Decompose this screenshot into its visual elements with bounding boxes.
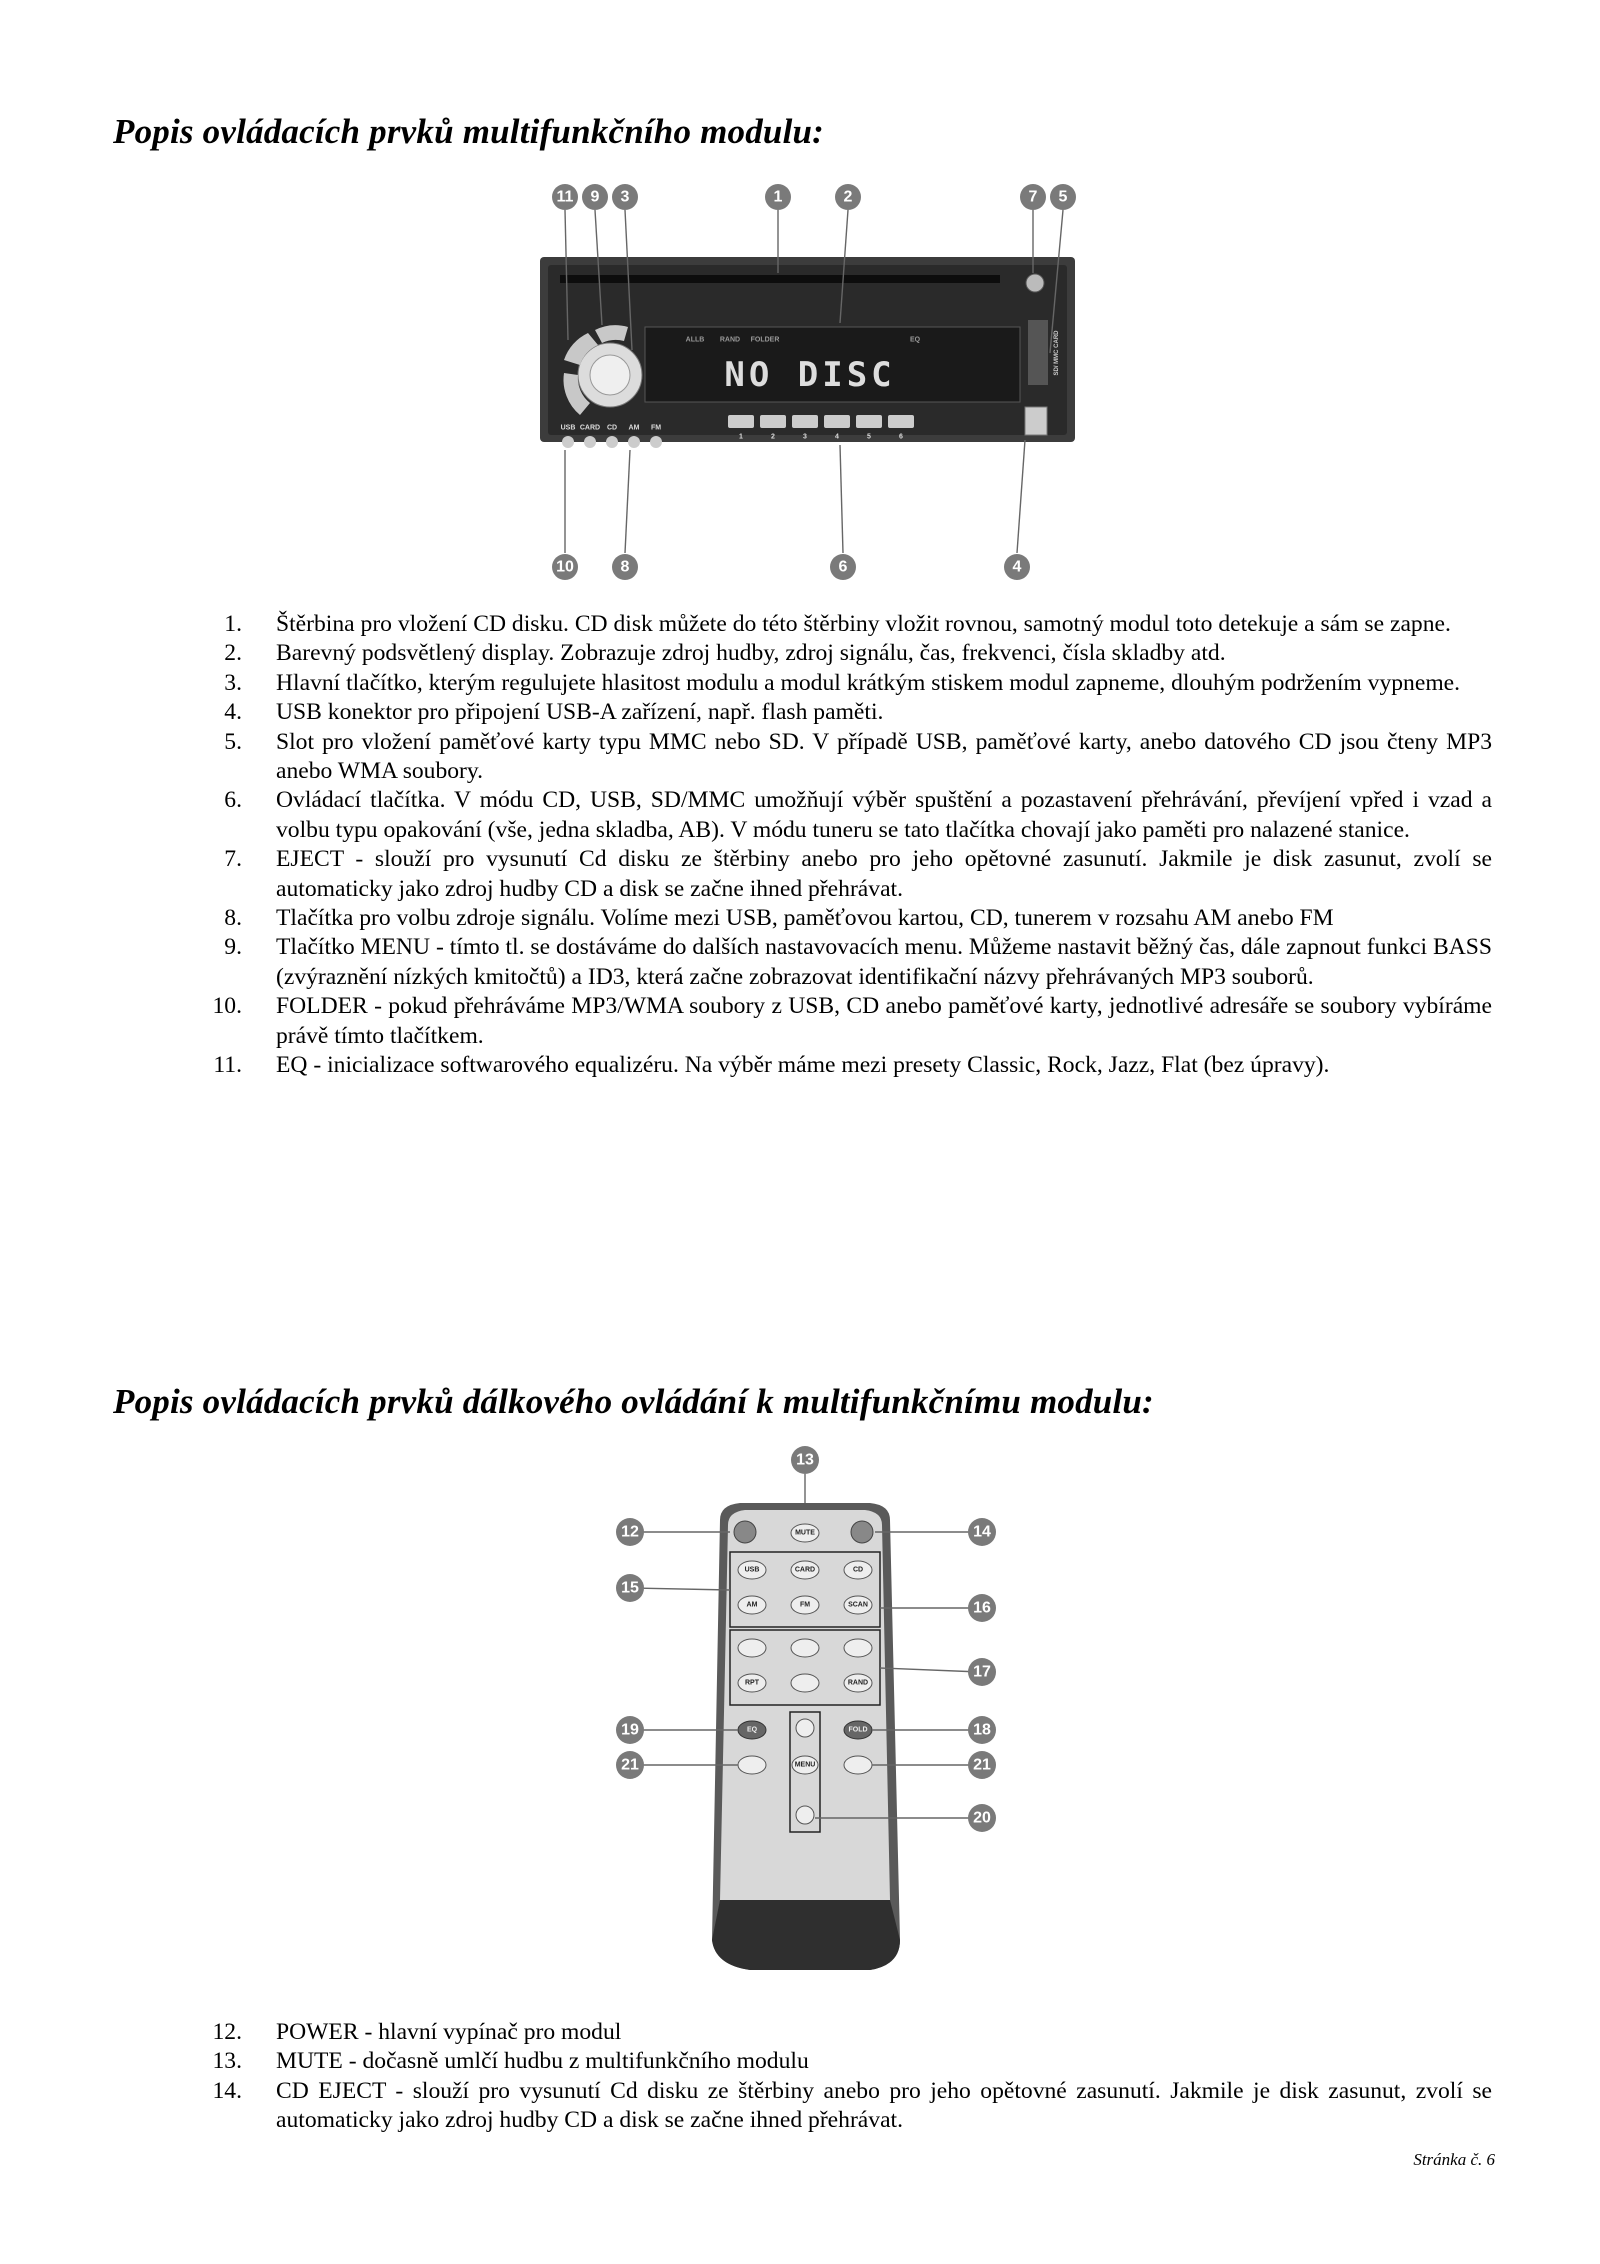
svg-text:8: 8 bbox=[620, 558, 630, 576]
svg-text:CD: CD bbox=[852, 1566, 864, 1574]
list-item: 13. MUTE - dočasně umlčí hudbu z multifunkčního modulu bbox=[212, 2048, 809, 2075]
remote-controls-list bbox=[210, 2018, 1492, 2136]
svg-text:SD/ MMC CARD: SD/ MMC CARD bbox=[1054, 330, 1060, 376]
svg-text:CARD: CARD bbox=[579, 424, 601, 432]
callout-10 bbox=[552, 554, 578, 580]
power-button[interactable] bbox=[734, 1521, 756, 1543]
svg-text:AM: AM bbox=[746, 1601, 758, 1609]
eject-button[interactable] bbox=[1026, 274, 1044, 292]
callout-7 bbox=[1020, 184, 1046, 210]
svg-text:EQ: EQ bbox=[909, 336, 921, 344]
control-button[interactable] bbox=[824, 415, 850, 428]
list-item: 3. Hlavní tlačítko, kterým regulujete hlasitost modulu a modul krátkým stiskem modul zapneme, dlouhým podržením vypneme. bbox=[224, 669, 1461, 696]
svg-text:20: 20 bbox=[973, 1809, 991, 1827]
svg-text:MENU: MENU bbox=[794, 1761, 816, 1769]
svg-text:1: 1 bbox=[739, 433, 743, 441]
cd-slot bbox=[560, 275, 1000, 283]
callout-15 bbox=[616, 1574, 644, 1602]
callout-9 bbox=[582, 184, 608, 210]
callout-1 bbox=[765, 184, 791, 210]
svg-text:2: 2 bbox=[771, 433, 775, 441]
callout-11 bbox=[552, 184, 578, 210]
callout-2 bbox=[835, 184, 861, 210]
svg-text:CARD: CARD bbox=[794, 1566, 816, 1574]
callout-6 bbox=[830, 554, 856, 580]
svg-text:EQ: EQ bbox=[746, 1726, 758, 1734]
svg-text:AM: AM bbox=[628, 424, 640, 432]
svg-text:3: 3 bbox=[620, 188, 630, 206]
cd-button[interactable] bbox=[606, 436, 618, 448]
svg-text:4: 4 bbox=[835, 433, 839, 441]
control-button[interactable] bbox=[728, 415, 754, 428]
fm-button[interactable] bbox=[650, 436, 662, 448]
svg-text:16: 16 bbox=[973, 1599, 991, 1617]
svg-text:14: 14 bbox=[973, 1523, 991, 1541]
module-controls-list bbox=[210, 610, 1492, 1081]
svg-text:4: 4 bbox=[1012, 558, 1022, 576]
svg-text:21: 21 bbox=[973, 1756, 991, 1774]
svg-text:SCAN: SCAN bbox=[848, 1601, 868, 1609]
list-item: 1. Štěrbina pro vložení CD disku. CD disk můžete do této štěrbiny vložit rovnou, samotný modul toto detekuje a sám se zapne. bbox=[224, 611, 1451, 637]
list-item: 12. POWER - hlavní vypínač pro modul bbox=[212, 2019, 622, 2045]
callout-12 bbox=[616, 1518, 644, 1546]
svg-text:5: 5 bbox=[867, 433, 871, 441]
svg-text:ALLB: ALLB bbox=[685, 336, 705, 344]
prev-button[interactable] bbox=[738, 1639, 766, 1657]
next-button[interactable] bbox=[844, 1639, 872, 1657]
svg-text:6: 6 bbox=[899, 433, 903, 441]
svg-text:13: 13 bbox=[796, 1451, 814, 1469]
list-item: 2. Barevný podsvětlený display. Zobrazuje zdroj hudby, zdroj signálu, čas, frekvenci, čísla skladby atd. bbox=[224, 640, 1226, 667]
play-pause-button[interactable] bbox=[791, 1639, 819, 1657]
svg-text:18: 18 bbox=[973, 1721, 991, 1739]
callout-13 bbox=[791, 1446, 819, 1474]
callouts-top bbox=[552, 184, 1076, 210]
list-item: 9. Tlačítko MENU - tímto tl. se dostáváme do dalších nastavovacích menu. Můžeme nastavit běžný čas, dále zapnout funkci BASS (zvýraznění nízkých kmitočtů) a ID3, která začne zobrazovat identifikační názvy přehrávaných MP3 souborů. bbox=[224, 934, 1492, 990]
usb-port bbox=[1025, 407, 1047, 435]
list-item: 8. Tlačítka pro volbu zdroje signálu. Volíme mezi USB, paměťovou kartou, CD, tunerem v rozsahu AM anebo FM bbox=[224, 905, 1334, 932]
callout-8 bbox=[612, 554, 638, 580]
callout-5 bbox=[1050, 184, 1076, 210]
svg-text:RAND: RAND bbox=[847, 1679, 869, 1687]
svg-text:USB: USB bbox=[744, 1566, 760, 1574]
callout-20 bbox=[968, 1804, 996, 1832]
control-button[interactable] bbox=[792, 415, 818, 428]
sd-card-slot bbox=[1028, 320, 1048, 385]
callout-19 bbox=[616, 1716, 644, 1744]
svg-text:RPT: RPT bbox=[745, 1679, 759, 1687]
control-button[interactable] bbox=[888, 415, 914, 428]
list-item: 5. Slot pro vložení paměťové karty typu MMC nebo SD. V případě USB, paměťové karty, anebo datového CD jsou čteny MP3 anebo WMA soubory. bbox=[224, 728, 1492, 785]
svg-text:19: 19 bbox=[621, 1721, 639, 1739]
callout-18 bbox=[968, 1716, 996, 1744]
svg-text:7: 7 bbox=[1028, 188, 1038, 206]
list-item: 6. Ovládací tlačítka. V módu CD, USB, SD/MMC umožňují výběr spuštění a pozastavení přehrávání, převíjení vpřed i vzad a volbu typu opakování (vše, jedna skladba, AB). V módu tuneru se tato tlačítka chovají jako paměti pro nalazené stanice. bbox=[224, 787, 1492, 843]
svg-text:FM: FM bbox=[799, 1601, 811, 1609]
list-item: 7. EJECT - slouží pro vysunutí Cd disku ze štěrbiny anebo pro jeho opětovné zasunutí. Jakmile je disk zasunut, zvolí se automaticky jako zdroj hudby CD a disk se začne ihned přehrávat. bbox=[224, 846, 1492, 902]
am-button[interactable] bbox=[628, 436, 640, 448]
page-number: Stránka č. 6 bbox=[1413, 2150, 1495, 2169]
svg-text:6: 6 bbox=[838, 558, 848, 576]
down-button[interactable] bbox=[796, 1806, 814, 1824]
callout-4 bbox=[1004, 554, 1030, 580]
usb-button[interactable] bbox=[562, 436, 574, 448]
svg-text:MUTE: MUTE bbox=[795, 1529, 815, 1537]
svg-text:FOLD: FOLD bbox=[848, 1726, 868, 1734]
section-heading-module: Popis ovládacích prvků multifunkčního modulu: bbox=[113, 112, 825, 151]
list-item: 11. EQ - inicializace softwarového equalizéru. Na výběr máme mezi presety Classic, Rock, Jazz, Flat (bez úpravy). bbox=[213, 1052, 1330, 1079]
eject-button[interactable] bbox=[851, 1521, 873, 1543]
callouts-bottom bbox=[552, 554, 1030, 580]
volume-down-button[interactable] bbox=[844, 1756, 872, 1774]
control-button[interactable] bbox=[760, 415, 786, 428]
svg-text:3: 3 bbox=[803, 433, 807, 441]
callout-17 bbox=[968, 1658, 996, 1686]
svg-text:10: 10 bbox=[556, 558, 574, 576]
stop-button[interactable] bbox=[791, 1674, 819, 1692]
card-button[interactable] bbox=[584, 436, 596, 448]
remote-photo bbox=[600, 1440, 1010, 2000]
svg-text:2: 2 bbox=[843, 188, 853, 206]
list-item: 10. FOLDER - pokud přehráváme MP3/WMA soubory z USB, CD anebo paměťové karty, jednotlivé adresáře se soubory vybíráme právě tímto tlačítkem. bbox=[212, 993, 1492, 1049]
callout-14 bbox=[968, 1518, 996, 1546]
callout-3 bbox=[612, 184, 638, 210]
section-heading-remote: Popis ovládacích prvků dálkového ovládání k multifunkčnímu modulu: bbox=[113, 1382, 1154, 1421]
svg-text:FM: FM bbox=[650, 424, 662, 432]
callout-21-left bbox=[616, 1751, 644, 1779]
display-text: NO DISC bbox=[724, 355, 896, 395]
svg-text:FOLDER: FOLDER bbox=[750, 336, 780, 344]
svg-text:21: 21 bbox=[621, 1756, 639, 1774]
volume-up-button[interactable] bbox=[738, 1756, 766, 1774]
list-item: 14. CD EJECT - slouží pro vysunutí Cd disku ze štěrbiny anebo pro jeho opětovné zasunutí. Jakmile je disk zasunut, zvolí se automaticky jako zdroj hudby CD a disk se začne ihned přehrávat. bbox=[212, 2077, 1492, 2134]
callout-21-right bbox=[968, 1751, 996, 1779]
svg-text:5: 5 bbox=[1058, 188, 1068, 206]
svg-text:9: 9 bbox=[590, 188, 600, 206]
module-photo bbox=[520, 175, 1090, 595]
list-item: 4. USB konektor pro připojení USB-A zařízení, např. flash paměti. bbox=[224, 699, 884, 726]
up-button[interactable] bbox=[796, 1719, 814, 1737]
svg-text:17: 17 bbox=[973, 1663, 991, 1681]
callout-16 bbox=[968, 1594, 996, 1622]
svg-text:11: 11 bbox=[556, 188, 574, 206]
svg-text:RAND: RAND bbox=[719, 336, 741, 344]
svg-text:USB: USB bbox=[560, 424, 576, 432]
svg-text:CD: CD bbox=[606, 424, 618, 432]
svg-text:12: 12 bbox=[621, 1523, 639, 1541]
svg-text:15: 15 bbox=[621, 1579, 639, 1597]
svg-text:1: 1 bbox=[773, 188, 783, 206]
control-button[interactable] bbox=[856, 415, 882, 428]
